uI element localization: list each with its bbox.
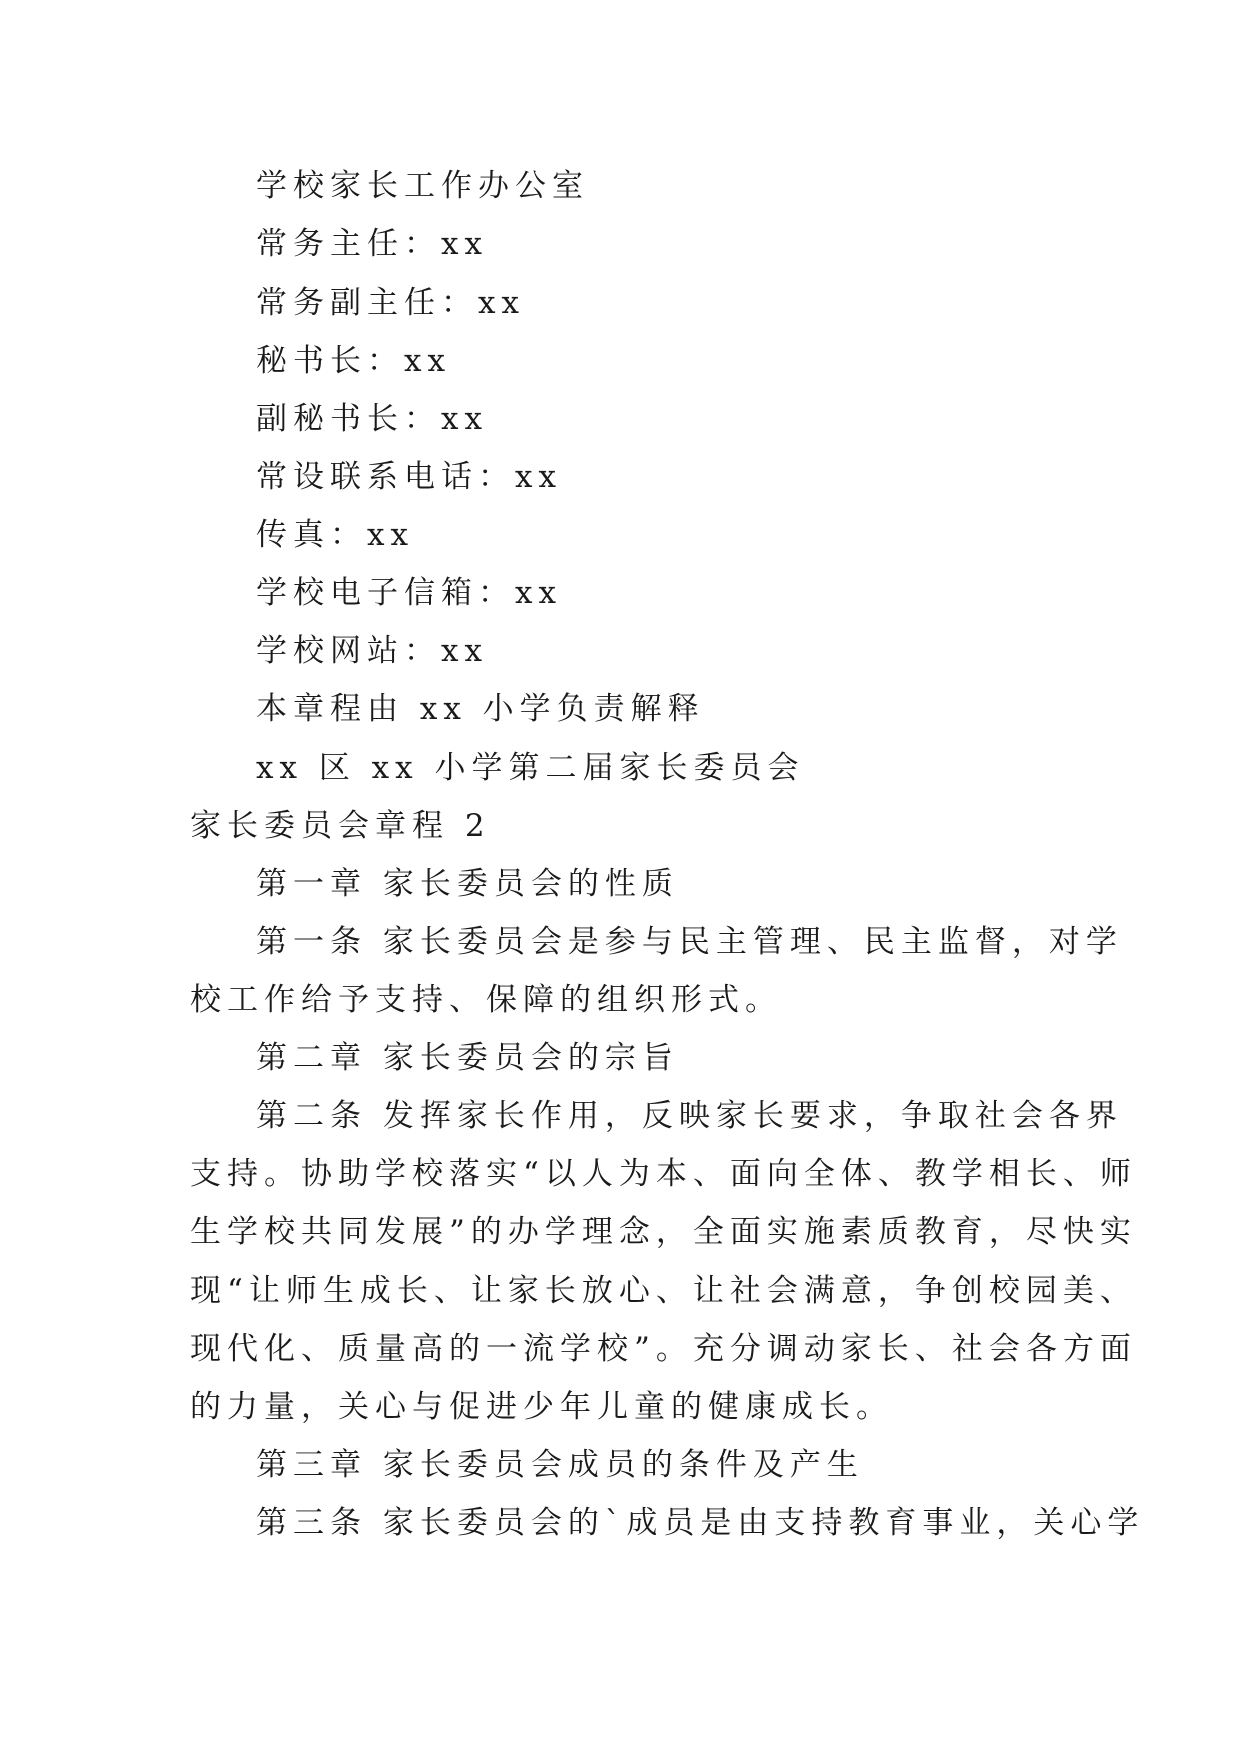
article-2-line: 的力量，关心与促进少年儿童的健康成长。 (190, 1389, 893, 1425)
phone-line: 常设联系电话：xx (256, 459, 562, 495)
article-1-line: 校工作给予支持、保障的组织形式。 (190, 982, 782, 1018)
deputy-director-line: 常务副主任：xx (256, 285, 525, 321)
article-2-line: 第二条 发挥家长作用，反映家长要求，争取社会各界 (256, 1098, 1123, 1134)
deputy-secretary-line: 副秘书长：xx (256, 401, 488, 437)
fax-line: 传真：xx (256, 517, 414, 553)
chapter-1-heading: 第一章 家长委员会的性质 (256, 866, 679, 902)
chapter-2-heading: 第二章 家长委员会的宗旨 (256, 1040, 679, 1076)
chapter-3-heading: 第三章 家长委员会成员的条件及产生 (256, 1447, 864, 1483)
office-heading: 学校家长工作办公室 (256, 168, 589, 204)
article-1-line: 第一条 家长委员会是参与民主管理、民主监督，对学 (256, 924, 1123, 960)
article-2-line: 现“让师生成长、让家长放心、让社会满意，争创校园美、 (190, 1273, 1137, 1309)
article-2-line: 生学校共同发展”的办学理念，全面实施素质教育，尽快实 (190, 1214, 1137, 1250)
committee-signature: xx 区 xx 小学第二届家长委员会 (256, 750, 805, 786)
article-2-line: 支持。协助学校落实“以人为本、面向全体、教学相长、师 (190, 1156, 1137, 1192)
email-line: 学校电子信箱：xx (256, 575, 562, 611)
website-line: 学校网站：xx (256, 633, 488, 669)
secretary-general-line: 秘书长：xx (256, 343, 451, 379)
article-2-line: 现代化、质量高的一流学校”。充分调动家长、社会各方面 (190, 1331, 1137, 1367)
interpretation-line: 本章程由 xx 小学负责解释 (256, 691, 705, 727)
document-title: 家长委员会章程 2 (190, 808, 491, 844)
executive-director-line: 常务主任：xx (256, 226, 488, 262)
article-3-line: 第三条 家长委员会的`成员是由支持教育事业，关心学 (256, 1505, 1145, 1541)
